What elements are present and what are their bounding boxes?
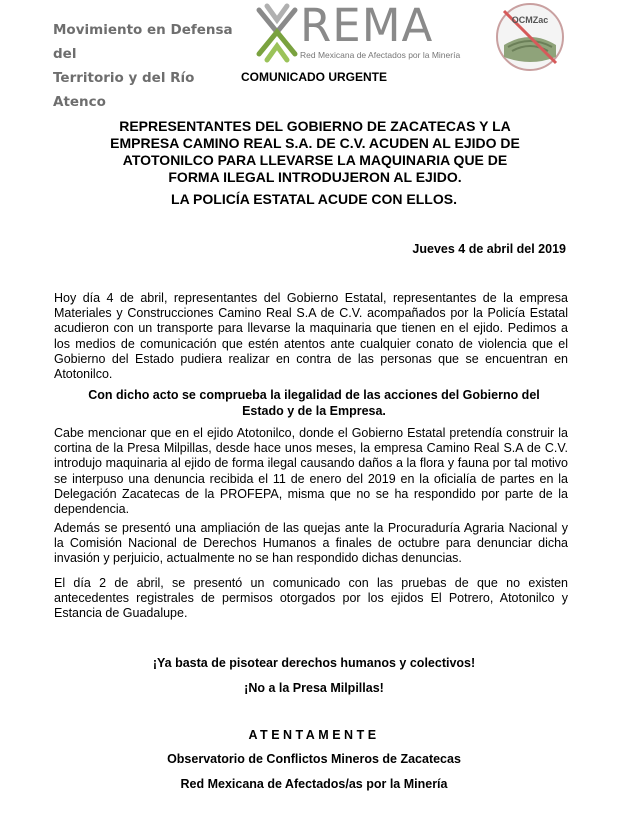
rema-logo-text: REMA bbox=[300, 0, 434, 52]
header-organization-name bbox=[53, 18, 243, 114]
body-paragraph-3: Además se presentó una ampliación de las quejas ante la Procuraduría Agraria Nacional y la Comisión Nacional de Derechos Humanos a finales de octubre para denunciar dicha invasión y perjuicio, actualmente no se han respondido dichas denuncias. bbox=[54, 521, 568, 566]
rema-logo-subtitle: Red Mexicana de Afectados por la Minería bbox=[300, 50, 461, 60]
ocmzac-logo-text: OCMZac bbox=[511, 15, 549, 25]
body-paragraph-1: Hoy día 4 de abril, representantes del Gobierno Estatal, representantes de la empresa Materiales y Construcciones Camino Real S.A de C.V. acompañados por la Policía Estatal acudieron con un transporte para llevarse la maquinaria que tienen en el ejido. Pedimos a los medios de comunicación que estén atentos ante cualquier conato de violencia que el Gobierno del Estado pudiera realizar en contra de las personas que se encuentran en Atotonilco. bbox=[54, 291, 568, 382]
slogan-1: ¡Ya basta de pisotear derechos humanos y colectivos! bbox=[152, 656, 476, 670]
subheadline: LA POLICÍA ESTATAL ACUDE CON ELLOS. bbox=[171, 191, 457, 207]
signature-org-2: Red Mexicana de Afectados/as por la Minería bbox=[180, 777, 448, 791]
date: Jueves 4 de abril del 2019 bbox=[412, 242, 566, 256]
body-paragraph-2: Cabe mencionar que en el ejido Atotonilco, donde el Gobierno Estatal pretendía construir la cortina de la Presa Milpillas, desde hace unos meses, la empresa Camino Real S.A de C.V. introdujo maquinaria al ejido de forma ilegal causando daños a la flora y fauna por tal motivo se interpuso una denuncia recibida el 11 de enero del 2019 en la oficialía de partes en la Delegación Zacatecas de la PROFEPA, misma que no se ha respondido por parte de la dependencia. bbox=[54, 426, 568, 517]
kicker: COMUNICADO URGENTE bbox=[241, 70, 387, 84]
ocmzac-logo bbox=[494, 1, 566, 73]
org-line-2: Territorio y del Río Atenco bbox=[53, 70, 195, 110]
headline: REPRESENTANTES DEL GOBIERNO DE ZACATECAS Y LA EMPRESA CAMINO REAL S.A. DE C.V. ACUDEN AL EJIDO DE ATOTONILCO PARA LLEVARSE LA MAQUINARIA QUE DE FORMA ILEGAL INTRODUJERON AL EJIDO. bbox=[110, 118, 520, 185]
body-paragraph-4: El día 2 de abril, se presentó un comunicado con las pruebas de que no existen antecedentes registrales de permisos otorgados por los ejidos El Potrero, Atotonilco y Estancia de Guadalupe. bbox=[54, 576, 568, 621]
org-line-1: Movimiento en Defensa del bbox=[53, 22, 233, 62]
signature-org-1: Observatorio de Conflictos Mineros de Zacatecas bbox=[167, 752, 461, 766]
ocmzac-seal-icon bbox=[494, 1, 566, 73]
slogan-2: ¡No a la Presa Milpillas! bbox=[244, 681, 384, 695]
rema-emblem-icon bbox=[253, 2, 301, 64]
closing-word: ATENTAMENTE bbox=[248, 728, 380, 742]
highlight-statement: Con dicho acto se comprueba la ilegalidad de las acciones del Gobierno del Estado y de la Empresa. bbox=[88, 388, 540, 418]
